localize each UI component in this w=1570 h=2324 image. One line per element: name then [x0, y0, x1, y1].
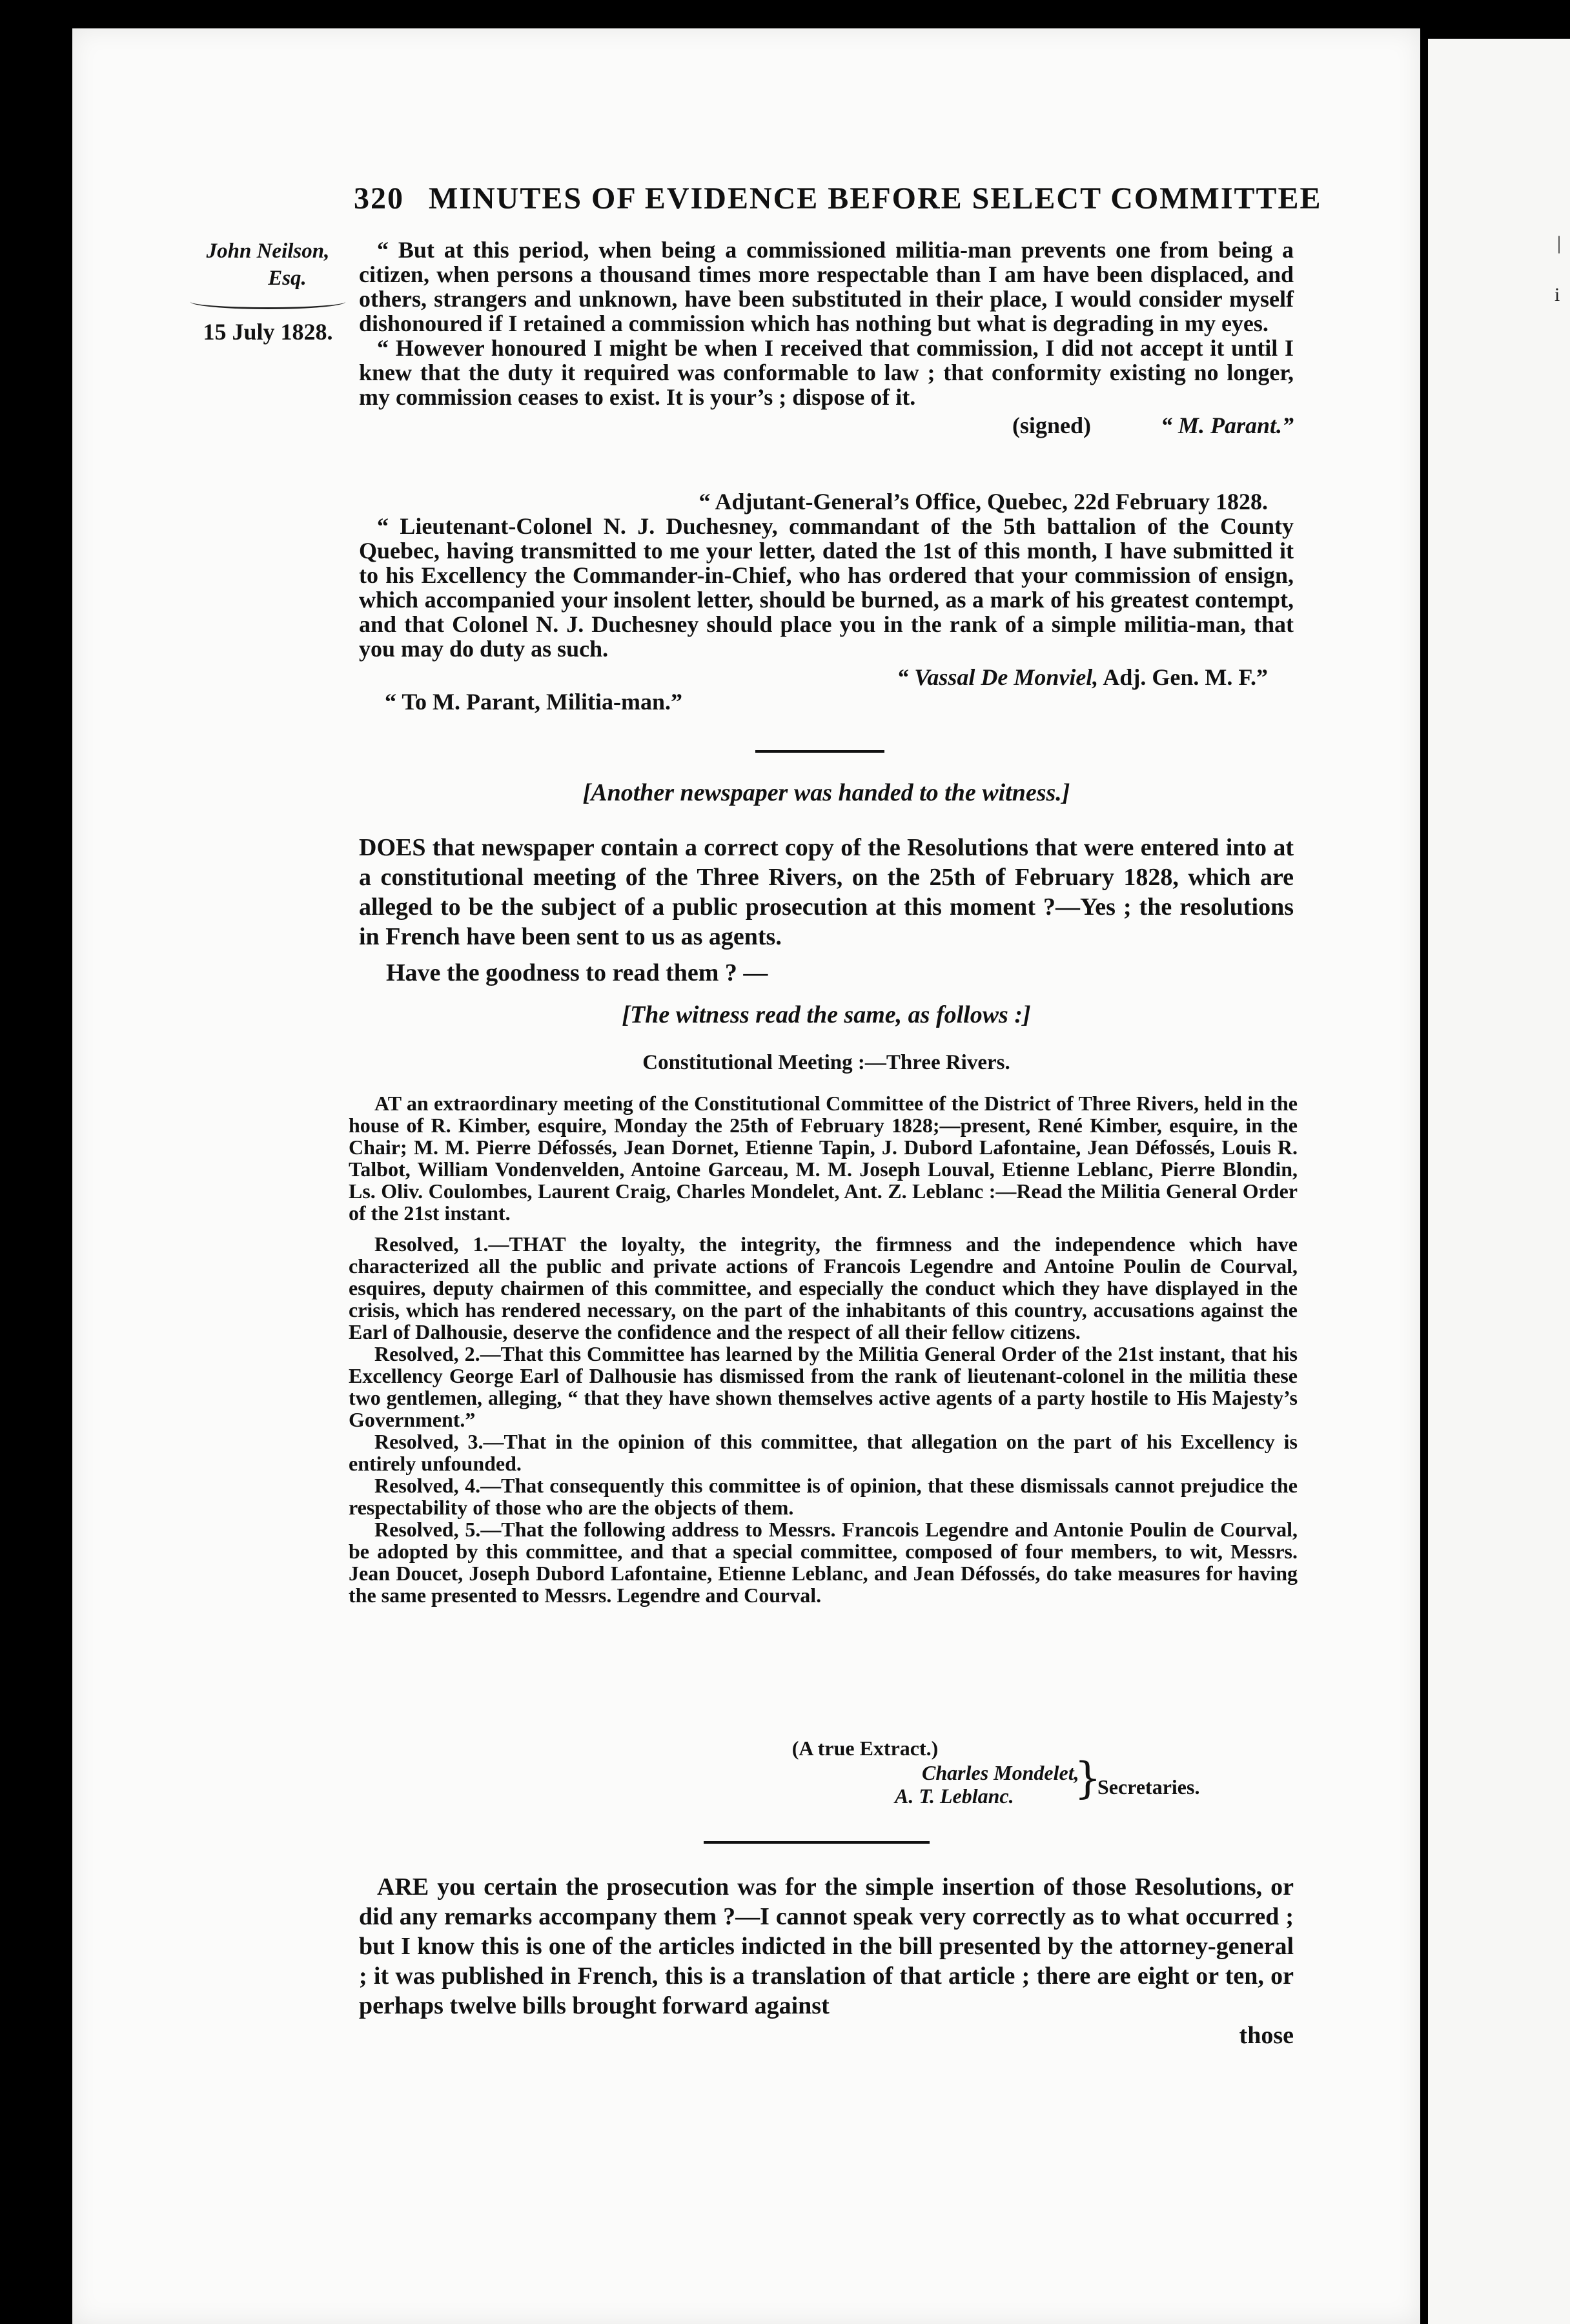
- section-rule: [704, 1841, 930, 1844]
- section-rule: [755, 750, 884, 753]
- question-text: DOES that newspaper contain a correct copy of the Resolutions that were entered into at a constitutional meeting of the Three Rivers, on the 25th of February 1828, which are alleged to be the subject of a public prosecution at this moment ?—Yes ; the resolutions in French have been sent to us as agents.: [359, 834, 1294, 950]
- question-text: ARE you certain the prosecution was for the simple insertion of those Resolutions, or did any remarks accompany them ?—I cannot speak very correctly as to what occurred ; but I know this is one of the articles indicted in the bill presented by the attorney-general ; it was published in French, this is a translation of that article ; there are eight or ten, or perhaps twelve bills brought forward against: [359, 1873, 1294, 2019]
- question-block: [359, 1872, 1294, 2050]
- running-header: [354, 181, 1322, 216]
- signed-label: (signed): [1012, 413, 1091, 438]
- meeting-title: Constitutional Meeting :—Three Rivers.: [642, 1051, 1010, 1074]
- secretary-signature: A. T. Leblanc.: [895, 1784, 1014, 1808]
- catchword: those: [1239, 2022, 1294, 2049]
- resolution-2: Resolved, 2.—That this Committee has learned by the Militia General Order of the 21st instant, that his Excellency George Earl of Dalhousie has dismissed from the rank of lieutenant-colonel in the militia these two gentlemen, alleging, “ that they have shown themselves active agents of a party hostile to His Majesty’s Government.”: [349, 1342, 1298, 1431]
- signed-name: “ M. Parant.”: [1160, 413, 1294, 438]
- edge-glyph: i: [1555, 284, 1560, 305]
- question-text: Have the goodness to read them ? —: [386, 959, 768, 986]
- margin-note: [187, 238, 349, 345]
- stage-direction: [The witness read the same, as follows :]: [622, 1001, 1031, 1028]
- signature-title: Adj. Gen. M. F.”: [1098, 664, 1268, 690]
- secretaries-label: Secretaries.: [1097, 1775, 1200, 1799]
- adjacent-page-edge: [1428, 39, 1570, 2324]
- secretary-signature: Charles Mondelet,: [922, 1761, 1079, 1784]
- meeting-minutes: [349, 1092, 1298, 1606]
- letter-paragraph: “ Lieutenant-Colonel N. J. Duchesney, commandant of the 5th battalion of the County Quebec, having transmitted to me your letter, dated the 1st of this month, I have submitted it to his Excellency the Commander-in-Chief, who has ordered that your commission of ensign, which accompanied your insolent letter, should be burned, as a mark of his greatest contempt, and that Colonel N. J. Duchesney should place you in the rank of a simple militia-man, that you may do duty as such.: [359, 513, 1294, 662]
- brace-glyph: }: [1074, 1753, 1101, 1803]
- signature-name: “ Vassal De Monviel,: [897, 664, 1099, 690]
- header-title: MINUTES OF EVIDENCE BEFORE SELECT COMMITTEE: [429, 181, 1322, 216]
- letter-parant: [359, 238, 1294, 438]
- margin-witness-name: John Neilson,: [206, 240, 330, 263]
- margin-date: 15 July 1828.: [203, 319, 333, 345]
- true-extract: (A true Extract.): [791, 1737, 939, 1760]
- meeting-intro: AT an extraordinary meeting of the Constitutional Committee of the District of Three Rivers, held in the house of R. Kimber, esquire, Monday the 25th of February 1828;—present, René Kimber, esquire, in the Chair; M. M. Pierre Défossés, Jean Dornet, Etienne Tapin, J. Dubord Lafontaine, Jean Défossés, Louis R. Talbot, William Vondenvelden, Antoine Garceau, M. M. Joseph Louval, Etienne Leblanc, Pierre Blondin, Ls. Oliv. Coulombes, Laurent Craig, Charles Mondelet, Ant. Z. Leblanc :—Read the Militia General Order of the 21st instant.: [349, 1092, 1298, 1225]
- edge-glyph: |: [1557, 232, 1562, 254]
- margin-witness-esq: Esq.: [268, 267, 307, 290]
- letter-paragraph: “ But at this period, when being a commissioned militia-man prevents one from being a citizen, when persons a thousand times more respectable than I am have been displaced, and others, strangers and unknown, have been substituted in their place, I would consider myself dishonoured if I retained a commission which has nothing but what is degrading in my eyes.: [359, 237, 1294, 336]
- letter-office-line: “ Adjutant-General’s Office, Quebec, 22d February 1828.: [698, 489, 1268, 515]
- resolution-4: Resolved, 4.—That consequently this committee is of opinion, that these dismissals cannot prejudice the respectability of those who are the objects of them.: [349, 1474, 1298, 1519]
- resolution-1: Resolved, 1.—THAT the loyalty, the integrity, the firmness and the independence which have characterized all the public and private actions of Francois Legendre and Antoine Poulin de Courval, esquires, deputy chairmen of this committee, and especially the conduct which they have displayed in the crisis, which has rendered necessary, on the part of the inhabitants of this country, accusations against the Earl of Dalhousie, deserve the confidence and the respect of all their fellow citizens.: [349, 1232, 1298, 1343]
- letter-signature: [359, 665, 1294, 689]
- letter-signature: [359, 413, 1294, 438]
- question-block: [359, 833, 1294, 988]
- letter-adjutant: [359, 489, 1294, 714]
- stage-direction: [Another newspaper was handed to the witness.]: [582, 779, 1070, 806]
- resolution-3: Resolved, 3.—That in the opinion of this committee, that allegation on the part of his Excellency is entirely unfounded.: [349, 1430, 1298, 1475]
- resolution-5: Resolved, 5.—That the following address to Messrs. Francois Legendre and Antonie Poulin de Courval, be adopted by this committee, and that a special committee, composed of four members, to wit, Messrs. Jean Doucet, Joseph Dubord Lafontaine, Etienne Leblanc, and Jean Défossés, do take measures for having the same presented to Messrs. Legendre and Courval.: [349, 1518, 1298, 1607]
- letter-paragraph: “ However honoured I might be when I received that commission, I did not accept it until I knew that the duty it required was conformable to law ; that conformity existing no longer, my commission ceases to exist. It is your’s ; dispose of it.: [359, 335, 1294, 410]
- letter-address: “ To M. Parant, Militia-man.”: [385, 689, 682, 715]
- page-number: 320: [354, 181, 404, 216]
- margin-brace: [190, 294, 345, 309]
